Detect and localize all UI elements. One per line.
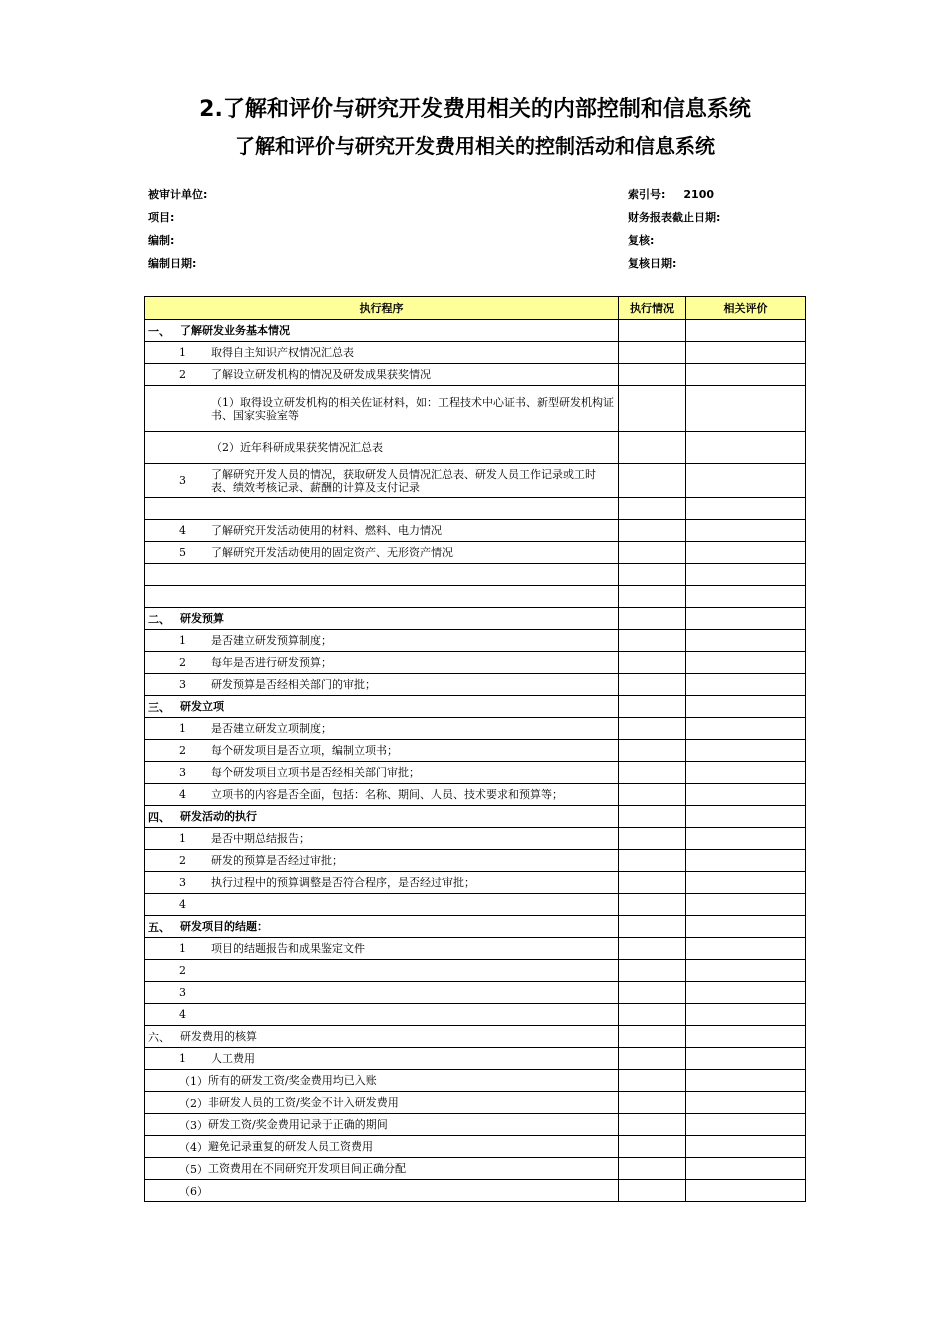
execution-cell[interactable] [619,342,686,364]
index-label: 索引号: [628,188,666,201]
execution-cell[interactable] [619,1026,686,1048]
evaluation-cell[interactable] [686,1136,806,1158]
execution-cell[interactable] [619,718,686,740]
execution-cell[interactable] [619,564,686,586]
evaluation-cell[interactable] [686,916,806,938]
procedure-cell [145,1004,619,1026]
evaluation-cell[interactable] [686,828,806,850]
execution-cell[interactable] [619,542,686,564]
row-number: 1 [179,722,186,735]
table-row [145,432,806,464]
procedure-cell [145,806,619,828]
row-number: 2 [179,368,186,381]
row-number: 4 [179,788,186,801]
procedure-cell [145,364,619,386]
procedure-cell [145,342,619,364]
execution-cell[interactable] [619,1180,686,1202]
row-text: 了解研究开发人员的情况，获取研发人员情况汇总表、研发人员工作记录或工时表、绩效考核记录、薪酬的计算及支付记录 [211,467,596,494]
execution-cell[interactable] [619,828,686,850]
row-number: （2） [179,1096,208,1110]
table-row [145,1114,806,1136]
evaluation-cell[interactable] [686,784,806,806]
procedure-cell [145,960,619,982]
row-text: 是否建立研发预算制度； [211,634,332,647]
execution-cell[interactable] [619,960,686,982]
evaluation-cell[interactable] [686,696,806,718]
execution-cell[interactable] [619,464,686,498]
evaluation-cell[interactable] [686,498,806,520]
evaluation-cell[interactable] [686,872,806,894]
execution-cell[interactable] [619,386,686,432]
procedure-cell [145,386,619,432]
row-number: 1 [179,346,186,359]
row-number: 五、 [148,920,170,934]
execution-cell[interactable] [619,364,686,386]
evaluation-cell[interactable] [686,718,806,740]
table-row [145,894,806,916]
section-row [145,806,806,828]
execution-cell[interactable] [619,916,686,938]
preparer-label: 编制: [148,234,175,247]
table-row [145,652,806,674]
procedure-cell [145,872,619,894]
procedure-cell [145,674,619,696]
procedure-cell [145,520,619,542]
row-text: 研发预算是否经相关部门的审批； [211,678,376,691]
procedure-cell [145,542,619,564]
row-number: 一、 [148,324,170,338]
execution-cell[interactable] [619,498,686,520]
row-text: 避免记录重复的研发人员工资费用 [208,1140,373,1153]
execution-cell[interactable] [619,652,686,674]
execution-cell[interactable] [619,850,686,872]
procedure-cell [145,916,619,938]
page-subtitle: 了解和评价与研究开发费用相关的控制活动和信息系统 [235,134,715,158]
execution-cell[interactable] [619,586,686,608]
table-row [145,1004,806,1026]
procedure-cell [145,938,619,960]
evaluation-cell[interactable] [686,564,806,586]
procedure-cell [145,1180,619,1202]
evaluation-cell[interactable] [686,1114,806,1136]
table-header-row [145,297,806,320]
row-number: 六、 [148,1030,170,1044]
procedure-cell [145,630,619,652]
prepare-date-label: 编制日期: [148,257,197,270]
evaluation-cell[interactable] [686,1092,806,1114]
table-row [145,386,806,432]
row-number: 3 [179,474,186,487]
table-row [145,784,806,806]
table-row [145,498,806,520]
row-number: 1 [179,942,186,955]
procedure-cell [145,696,619,718]
table-row [145,1180,806,1202]
procedure-cell [145,432,619,464]
table-row [145,762,806,784]
procedure-cell [145,652,619,674]
reviewer-label: 复核: [628,234,655,247]
procedure-cell [145,982,619,1004]
row-number: （5） [179,1162,208,1176]
row-number: 3 [179,876,186,889]
table-row [145,872,806,894]
evaluation-cell[interactable] [686,938,806,960]
header-evaluation: 相关评价 [686,297,806,320]
row-text: 每个研发项目是否立项，编制立项书； [211,744,398,757]
evaluation-cell[interactable] [686,432,806,464]
table-row [145,674,806,696]
row-number: 5 [179,546,186,559]
row-number: （4） [179,1140,208,1154]
header-procedure: 执行程序 [145,297,619,320]
row-number: 4 [179,898,186,911]
row-text: 了解设立研发机构的情况及研发成果获奖情况 [211,368,431,381]
row-text: 每个研发项目立项书是否经相关部门审批； [211,766,420,779]
procedure-cell [145,564,619,586]
procedure-cell [145,784,619,806]
section-row [145,320,806,342]
evaluation-cell[interactable] [686,806,806,828]
row-text: （2）近年科研成果获奖情况汇总表 [211,441,383,454]
evaluation-cell[interactable] [686,674,806,696]
execution-cell[interactable] [619,1048,686,1070]
procedure-cell [145,320,619,342]
row-number: （6） [179,1184,208,1198]
section-row [145,608,806,630]
evaluation-cell[interactable] [686,1048,806,1070]
evaluation-cell[interactable] [686,520,806,542]
evaluation-cell[interactable] [686,762,806,784]
evaluation-cell[interactable] [686,1180,806,1202]
page-title: 2.了解和评价与研究开发费用相关的内部控制和信息系统 [199,97,751,122]
row-number: 3 [179,986,186,999]
table-body [145,320,806,1202]
evaluation-cell[interactable] [686,630,806,652]
table-row [145,718,806,740]
execution-cell[interactable] [619,320,686,342]
table-row [145,740,806,762]
review-date-label: 复核日期: [628,257,677,270]
row-number: 2 [179,656,186,669]
table-row [145,938,806,960]
row-number: 三、 [148,700,170,714]
row-number: 1 [179,634,186,647]
row-number: 四、 [148,810,170,824]
procedure-table [144,296,806,1202]
section-row [145,696,806,718]
procedure-cell [145,498,619,520]
evaluation-cell[interactable] [686,850,806,872]
procedure-cell [145,586,619,608]
evaluation-cell[interactable] [686,960,806,982]
table-row [145,1070,806,1092]
evaluation-cell[interactable] [686,586,806,608]
row-number: 4 [179,1008,186,1021]
evaluation-cell[interactable] [686,608,806,630]
project-label: 项目: [148,211,175,224]
section-row [145,1026,806,1048]
execution-cell[interactable] [619,982,686,1004]
index-field [628,186,714,202]
evaluation-cell[interactable] [686,1070,806,1092]
evaluation-cell[interactable] [686,740,806,762]
report-date-label: 财务报表截止日期: [628,211,721,224]
procedure-cell [145,740,619,762]
execution-cell[interactable] [619,1136,686,1158]
row-number: （1） [179,1074,208,1088]
procedure-cell [145,850,619,872]
execution-cell[interactable] [619,696,686,718]
execution-cell[interactable] [619,784,686,806]
procedure-cell [145,1048,619,1070]
row-text: 研发预算 [180,612,224,625]
table-row [145,1158,806,1180]
execution-cell[interactable] [619,762,686,784]
procedure-cell [145,1158,619,1180]
procedure-cell [145,718,619,740]
section-row [145,916,806,938]
table-row [145,850,806,872]
row-text: 所有的研发工资/奖金费用均已入账 [208,1074,377,1087]
evaluation-cell[interactable] [686,1158,806,1180]
row-text: 每年是否进行研发预算； [211,656,332,669]
table-row [145,464,806,498]
row-text: 工资费用在不同研究开发项目间正确分配 [208,1162,406,1175]
row-text: （1）取得设立研发机构的相关佐证材料，如：工程技术中心证书、新型研发机构证书、国家实验室等 [211,395,614,422]
table-row [145,542,806,564]
row-text: 研发活动的执行 [180,810,257,823]
row-number: 3 [179,678,186,691]
row-text: 是否中期总结报告； [211,832,310,845]
row-text: 了解研究开发活动使用的材料、燃料、电力情况 [211,524,442,537]
procedure-cell [145,1114,619,1136]
row-number: 2 [179,744,186,757]
execution-cell[interactable] [619,630,686,652]
procedure-cell [145,464,619,498]
index-value: 2100 [683,188,715,201]
evaluation-cell[interactable] [686,364,806,386]
row-number: 1 [179,832,186,845]
row-text: 研发项目的结题： [180,920,268,933]
execution-cell[interactable] [619,520,686,542]
row-text: 研发费用的核算 [180,1030,257,1043]
row-number: 2 [179,964,186,977]
procedure-cell [145,1026,619,1048]
table-row [145,960,806,982]
row-text: 研发立项 [180,700,224,713]
execution-cell[interactable] [619,872,686,894]
evaluation-cell[interactable] [686,542,806,564]
row-text: 人工费用 [211,1052,255,1065]
row-number: 1 [179,1052,186,1065]
row-text: 了解研发业务基本情况 [180,324,290,337]
procedure-cell [145,762,619,784]
execution-cell[interactable] [619,1070,686,1092]
execution-cell[interactable] [619,1004,686,1026]
procedure-cell [145,608,619,630]
table-row [145,828,806,850]
table-row [145,586,806,608]
execution-cell[interactable] [619,894,686,916]
table-row [145,564,806,586]
evaluation-cell[interactable] [686,342,806,364]
evaluation-cell[interactable] [686,1004,806,1026]
execution-cell[interactable] [619,1114,686,1136]
table-row [145,520,806,542]
evaluation-cell[interactable] [686,464,806,498]
procedure-cell [145,1136,619,1158]
procedure-cell [145,1070,619,1092]
row-text: 研发工资/奖金费用记录于正确的期间 [208,1118,388,1131]
execution-cell[interactable] [619,938,686,960]
execution-cell[interactable] [619,674,686,696]
row-text: 执行过程中的预算调整是否符合程序，是否经过审批； [211,876,475,889]
execution-cell[interactable] [619,1158,686,1180]
evaluation-cell[interactable] [686,894,806,916]
procedure-cell [145,828,619,850]
row-text: 立项书的内容是否全面，包括：名称、期间、人员、技术要求和预算等； [211,788,563,801]
row-number: 二、 [148,612,170,626]
evaluation-cell[interactable] [686,320,806,342]
auditee-label: 被审计单位: [148,188,208,201]
row-number: （3） [179,1118,208,1132]
execution-cell[interactable] [619,806,686,828]
row-text: 取得自主知识产权情况汇总表 [211,346,354,359]
row-text: 非研发人员的工资/奖金不计入研发费用 [208,1096,399,1109]
evaluation-cell[interactable] [686,1026,806,1048]
row-number: 3 [179,766,186,779]
table-row [145,982,806,1004]
header-execution: 执行情况 [619,297,686,320]
table-row [145,1136,806,1158]
table-row [145,364,806,386]
row-text: 是否建立研发立项制度； [211,722,332,735]
execution-cell[interactable] [619,432,686,464]
execution-cell[interactable] [619,608,686,630]
table-row [145,1048,806,1070]
row-number: 2 [179,854,186,867]
row-text: 项目的结题报告和成果鉴定文件 [211,942,365,955]
execution-cell[interactable] [619,1092,686,1114]
procedure-cell [145,894,619,916]
row-text: 研发的预算是否经过审批； [211,854,343,867]
procedure-cell [145,1092,619,1114]
table-row [145,342,806,364]
table-row [145,1092,806,1114]
evaluation-cell[interactable] [686,982,806,1004]
row-number: 4 [179,524,186,537]
evaluation-cell[interactable] [686,652,806,674]
execution-cell[interactable] [619,740,686,762]
row-text: 了解研究开发活动使用的固定资产、无形资产情况 [211,546,453,559]
evaluation-cell[interactable] [686,386,806,432]
table-row [145,630,806,652]
